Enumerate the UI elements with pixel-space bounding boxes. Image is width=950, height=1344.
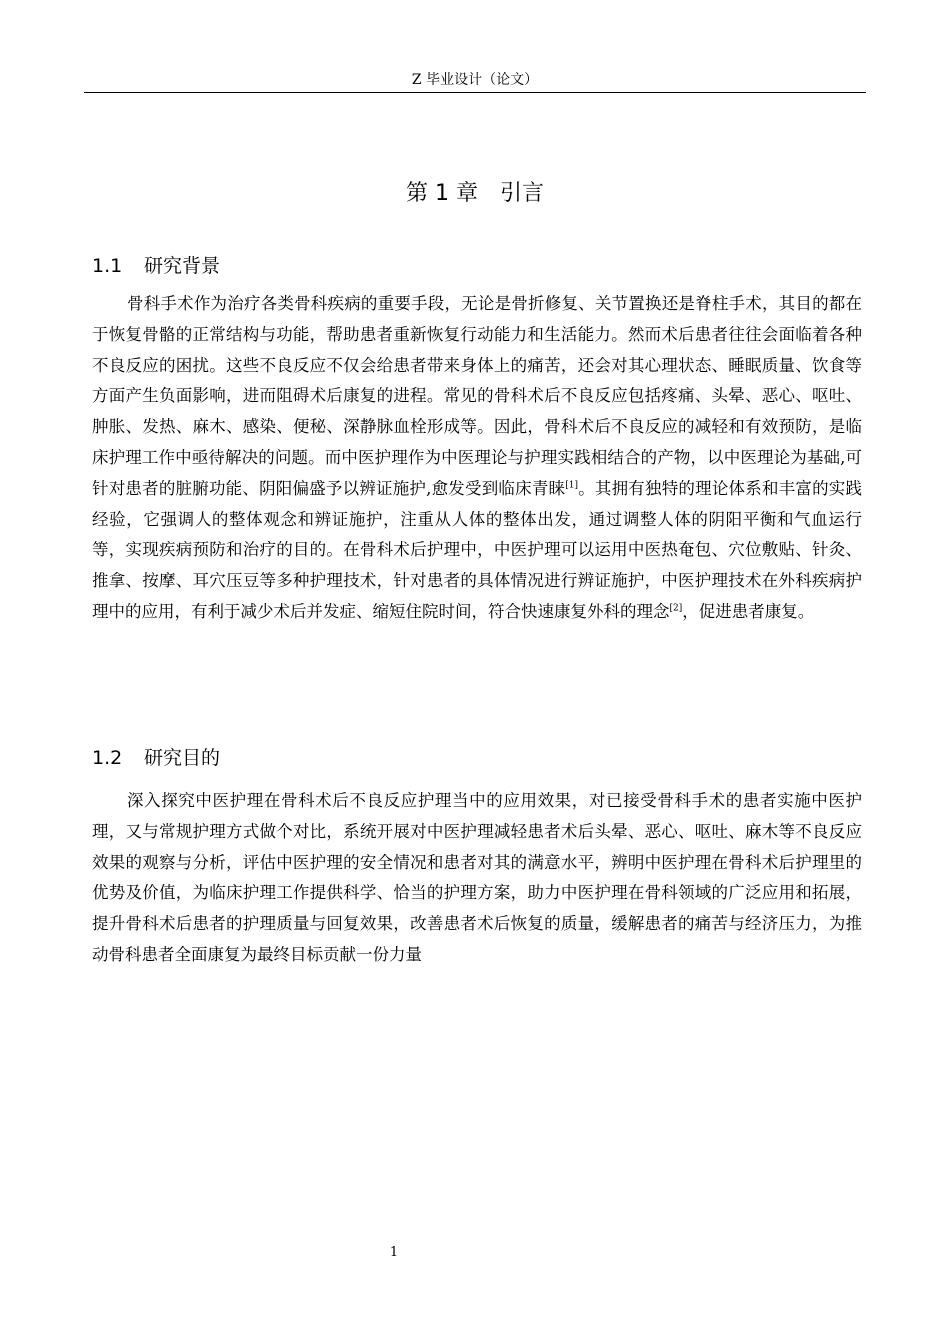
citation-ref-2: [2]	[669, 603, 683, 614]
section-1-2-paragraph: 深入探究中医护理在骨科术后不良反应护理当中的应用效果，对已接受骨科手术的患者实施中医护理，又与常规护理方式做个对比，系统开展对中医护理减轻患者术后头晕、恶心、呕吐、麻木等不良反应效果的观察与分析，评估中医护理的安全情况和患者对其的满意水平，辨明中医护理在骨科术后护理里的优势及价值，为临床护理工作提供科学、恰当的护理方案，助力中医护理在骨科领域的广泛应用和拓展，提升骨科术后患者的护理质量与回复效果，改善患者术后恢复的质量，缓解患者的痛苦与经济压力，为推动骨科患者全面康复为最终目标贡献一份力量	[92, 791, 862, 964]
section-1-1-paragraph	[92, 289, 862, 628]
section-title: 研究背景	[144, 255, 221, 277]
page-number: 1	[389, 1245, 399, 1260]
paragraph-text: ，促进患者康复。	[682, 601, 815, 621]
section-title: 研究目的	[144, 747, 221, 769]
paragraph-text: 。其拥有独特的理论体系和丰富的实践经验，它强调人的整体观念和辨证施护，注重从人体的整体出发，通过调整人体的阴阳平衡和气血运行等，实现疾病预防和治疗的目的。在骨科术后护理中，中医护理可以运用中医热奄包、穴位敷贴、针灸、推拿、按摩、耳穴压豆等多种护理技术，针对患者的具体情况进行辨证施护，中医护理技术在外科疾病护理中的应用，有利于减少术后并发症、缩短住院时间，符合快速康复外科的理念	[92, 478, 862, 621]
running-header-text: Z 毕业设计（论文）	[411, 72, 539, 88]
section-heading-1-1	[92, 252, 220, 280]
chapter-title: 第 1 章 引言	[406, 181, 544, 206]
section-number: 1.1	[92, 255, 123, 277]
section-number: 1.2	[92, 747, 123, 769]
running-header	[84, 70, 866, 93]
paragraph-text: 骨科手术作为治疗各类骨科疾病的重要手段，无论是骨折修复、关节置换还是脊柱手术，其目的都在于恢复骨骼的正常结构与功能，帮助患者重新恢复行动能力和生活能力。然而术后患者往往会面临着各种不良反应的困扰。这些不良反应不仅会给患者带来身体上的痛苦，还会对其心理状态、睡眠质量、饮食等方面产生负面影响，进而阻碍术后康复的进程。常见的骨科术后不良反应包括疼痛、头晕、恶心、呕吐、肿胀、发热、麻木、感染、便秘、深静脉血栓形成等。因此，骨科术后不良反应的减轻和有效预防，是临床护理工作中亟待解决的问题。而中医护理作为中医理论与护理实践相结合的产物，以中医理论为基础,可针对患者的脏腑功能、阴阳偏盛予以辨证施护,愈发受到临床青睐	[92, 294, 862, 498]
citation-ref-1: [1]	[565, 480, 578, 491]
section-heading-1-2	[92, 744, 220, 772]
